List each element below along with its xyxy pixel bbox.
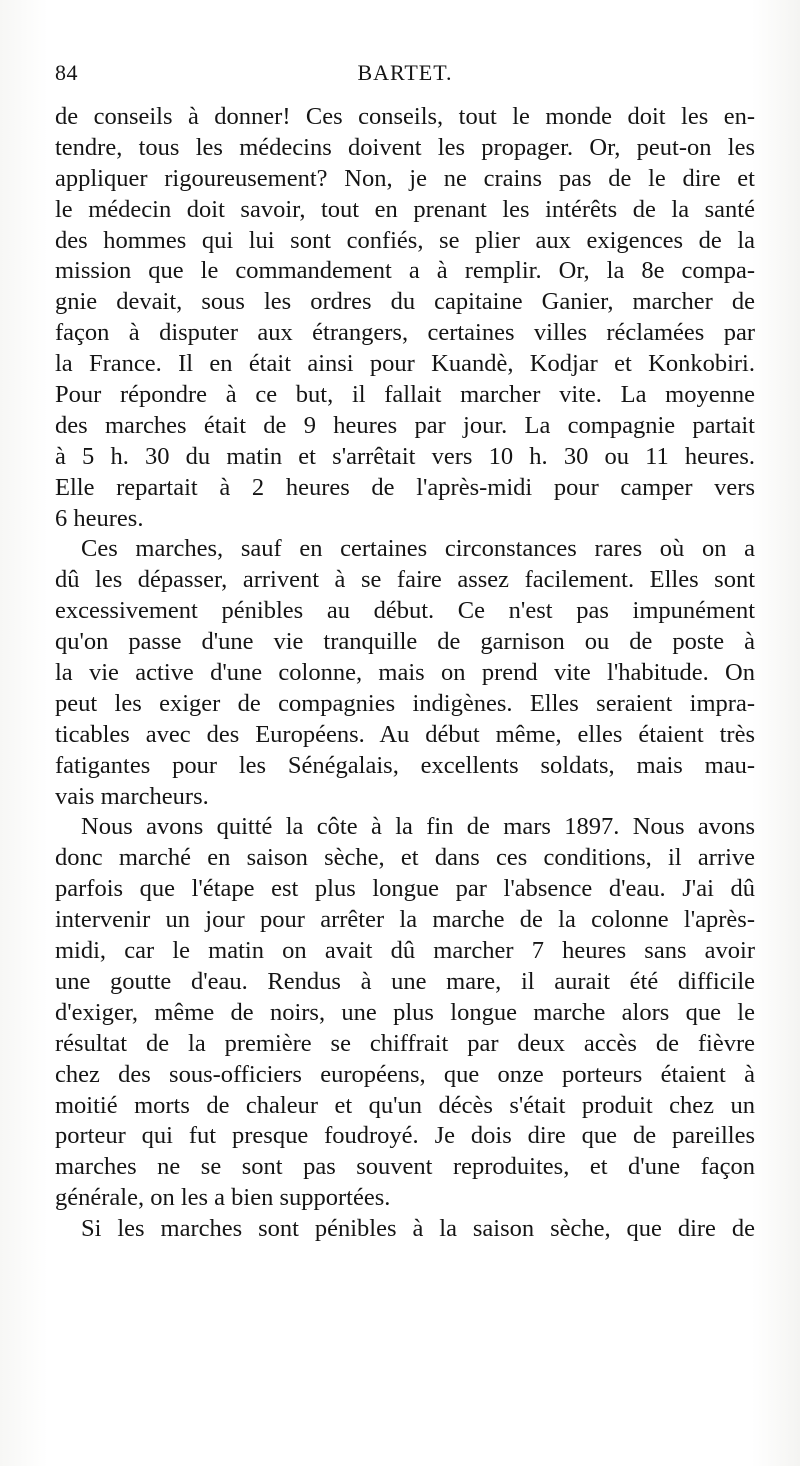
text-line: la France. Il en était ainsi pour Kuandè, Kodjar et Konkobiri. — [55, 350, 755, 378]
text-line: Nous avons quitté la côte à la fin de mars 1897. Nous avons — [81, 813, 755, 841]
text-line: d'exiger, même de noirs, une plus longue marche alors que le — [55, 998, 755, 1026]
text-line: excessivement pénibles au début. Ce n'est pas impunément — [55, 597, 755, 625]
running-title: BARTET. — [357, 60, 453, 85]
body-text — [55, 102, 755, 1245]
text-line: marches ne se sont pas souvent reproduites, et d'une façon — [55, 1153, 755, 1181]
text-line: Elle repartait à 2 heures de l'après-midi pour camper vers — [55, 473, 755, 501]
text-line: intervenir un jour pour arrêter la marche de la colonne l'après- — [55, 906, 755, 934]
text-line: gnie devait, sous les ordres du capitaine Ganier, marcher de — [55, 288, 755, 316]
text-line: moitié morts de chaleur et qu'un décès s'était produit chez un — [55, 1091, 755, 1119]
text-line: de conseils à donner! Ces conseils, tout le monde doit les en- — [55, 103, 755, 130]
text-line: donc marché en saison sèche, et dans ces conditions, il arrive — [55, 844, 755, 872]
text-line: peut les exiger de compagnies indigènes. Elles seraient impra- — [55, 689, 755, 717]
text-line: 6 heures. — [55, 504, 144, 532]
text-line: façon à disputer aux étrangers, certaines villes réclamées par — [55, 319, 755, 347]
text-line: appliquer rigoureusement? Non, je ne crains pas de le dire et — [55, 164, 755, 192]
text-line: chez des sous-officiers européens, que onze porteurs étaient à — [55, 1060, 755, 1088]
text-line: tendre, tous les médecins doivent les propager. Or, peut-on les — [55, 133, 755, 161]
text-line: à 5 h. 30 du matin et s'arrêtait vers 10 h. 30 ou 11 heures. — [55, 442, 755, 470]
text-line: des marches était de 9 heures par jour. La compagnie partait — [55, 411, 755, 439]
text-line: Si les marches sont pénibles à la saison sèche, que dire de — [81, 1215, 755, 1243]
text-line: des hommes qui lui sont confiés, se plier aux exigences de la — [55, 226, 755, 254]
text-line: vais marcheurs. — [55, 782, 209, 810]
text-line: porteur qui fut presque foudroyé. Je dois dire que de pareilles — [55, 1122, 755, 1150]
text-line: Ces marches, sauf en certaines circonstances rares où on a — [81, 535, 755, 563]
running-head — [55, 60, 755, 88]
page-number: 84 — [55, 60, 78, 85]
text-line: le médecin doit savoir, tout en prenant les intérêts de la santé — [55, 195, 755, 223]
text-line: midi, car le matin on avait dû marcher 7 heures sans avoir — [55, 937, 755, 965]
text-line: dû les dépasser, arrivent à se faire assez facilement. Elles sont — [55, 566, 755, 594]
text-line: qu'on passe d'une vie tranquille de garnison ou de poste à — [55, 628, 755, 656]
text-line: mission que le commandement a à remplir. Or, la 8e compa- — [55, 257, 755, 285]
text-line: générale, on les a bien supportées. — [55, 1184, 391, 1212]
text-line: parfois que l'étape est plus longue par l'absence d'eau. J'ai dû — [55, 875, 755, 903]
text-line: la vie active d'une colonne, mais on prend vite l'habitude. On — [55, 659, 755, 687]
text-line: ticables avec des Européens. Au début même, elles étaient très — [55, 720, 755, 748]
text-line: Pour répondre à ce but, il fallait marcher vite. La moyenne — [55, 381, 755, 409]
text-line: résultat de la première se chiffrait par deux accès de fièvre — [55, 1029, 755, 1057]
text-line: une goutte d'eau. Rendus à une mare, il aurait été difficile — [55, 967, 755, 995]
text-line: fatigantes pour les Sénégalais, excellents soldats, mais mau- — [55, 751, 755, 779]
